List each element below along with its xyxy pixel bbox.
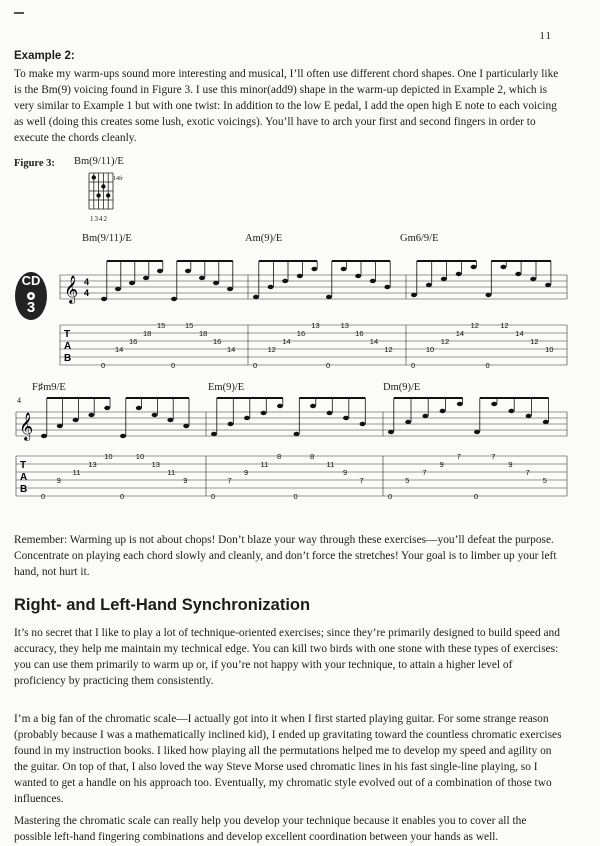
notehead bbox=[115, 287, 121, 291]
notehead bbox=[101, 297, 107, 301]
tab-fret-number: 14 bbox=[115, 345, 124, 354]
figure-label: Figure 3: bbox=[14, 158, 55, 169]
tab-fret-number: 14 bbox=[227, 345, 236, 354]
fret-marker: 14fr bbox=[113, 176, 123, 182]
notehead bbox=[211, 432, 217, 436]
notehead bbox=[441, 277, 447, 281]
tab-fret-number: 7 bbox=[491, 452, 496, 461]
tab-fret-number: 10 bbox=[545, 345, 554, 354]
notation-system-2 bbox=[0, 382, 600, 506]
tab-fret-number: 0 bbox=[293, 492, 298, 501]
section-paragraph-1: It’s no secret that I like to play a lot of technique-oriented exercises; since they’re primarily designed to build speed and accuracy, they help me maintain my technical edge. You can kill two birds with one stone with these types of exercises: you can use them primarily to warm up or, if you’re not happy with your technique, to attain a higher level of proficiency by practicing them consistently. bbox=[14, 627, 560, 687]
tab-fret-number: 13 bbox=[151, 460, 160, 469]
tab-fret-number: 5 bbox=[542, 476, 547, 485]
tab-fret-number: 12 bbox=[470, 321, 479, 330]
tab-fret-number: 11 bbox=[72, 468, 81, 477]
notehead bbox=[171, 297, 177, 301]
remember-paragraph: Remember: Warming up is not about chops! Don’t blaze your way through these exercises—you’ll defeat the purpose. Concentrate on playing each chord slowly and cleanly, and don’t force the stretches! Your goal is to limber up your left hand, not hurt it. bbox=[14, 534, 557, 578]
tab-fret-number: 16 bbox=[129, 337, 138, 346]
notation-system-1 bbox=[0, 245, 600, 375]
tab-fret-number: 10 bbox=[425, 345, 435, 354]
notehead bbox=[384, 285, 390, 289]
notehead bbox=[228, 422, 234, 426]
notehead bbox=[297, 274, 303, 278]
notehead bbox=[411, 293, 417, 297]
notehead bbox=[326, 295, 332, 299]
tab-fret-number: 16 bbox=[355, 329, 364, 338]
chord-label: Em(9)/E bbox=[208, 382, 245, 393]
tab-fret-number: 14 bbox=[369, 337, 379, 346]
cd-label: CD bbox=[21, 273, 41, 288]
notehead bbox=[73, 418, 79, 422]
tab-fret-number: 11 bbox=[326, 460, 335, 469]
figure-chord-name: Bm(9/11)/E bbox=[74, 156, 124, 167]
chord-label: Gm6/9/E bbox=[400, 233, 439, 244]
notehead bbox=[152, 413, 158, 417]
tab-fret-number: 0 bbox=[211, 492, 216, 501]
time-signature-bottom: 4 bbox=[84, 288, 90, 298]
tab-fret-number: 7 bbox=[359, 476, 364, 485]
tab-fret-number: 7 bbox=[422, 468, 427, 477]
tab-fret-number: 9 bbox=[183, 476, 188, 485]
notehead bbox=[261, 411, 267, 415]
section-heading: Right- and Left-Hand Synchronization bbox=[14, 596, 311, 614]
treble-clef: 𝄞 bbox=[64, 276, 79, 303]
notehead bbox=[355, 274, 361, 278]
notehead bbox=[426, 283, 432, 287]
tab-fret-number: 14 bbox=[515, 329, 524, 338]
chord-label: Bm(9/11)/E bbox=[82, 233, 132, 244]
tab-fret-number: 9 bbox=[244, 468, 249, 477]
tab-fret-number: 16 bbox=[296, 329, 306, 338]
cd-track-number: 3 bbox=[26, 299, 36, 316]
example-intro-paragraph: To make my warm-ups sound more interesting and musical, I’ll often use different chord shapes. One I particularly like is the Bm(9) voicing found in Figure 3. I use this minor(add9) shape in the warm-up depicted in Example 2, which is very similar to Example 1 but with one twist: In addition to the low E pedal, I add the open high E note to each voicing as well (doing this creates some lush, exotic voicings). You’ll have to arch your first and second fingers in order to execute the chords cleanly. bbox=[14, 68, 559, 144]
tab-fret-number: 15 bbox=[185, 321, 194, 330]
tab-fret-number: 12 bbox=[530, 337, 539, 346]
chord-label: Dm(9)/E bbox=[383, 382, 421, 393]
chord-label: F♯m9/E bbox=[32, 382, 66, 393]
notehead bbox=[440, 409, 446, 413]
tab-fret-number: 0 bbox=[120, 492, 125, 501]
notehead bbox=[515, 272, 521, 276]
treble-clef: 𝄞 bbox=[19, 413, 34, 440]
notehead bbox=[422, 414, 428, 418]
notehead bbox=[227, 287, 233, 291]
notehead bbox=[120, 434, 126, 438]
notehead bbox=[405, 420, 411, 424]
tab-fret-number: 13 bbox=[340, 321, 349, 330]
tab-letter: B bbox=[20, 484, 28, 495]
tab-letter: A bbox=[20, 472, 28, 483]
notehead bbox=[213, 281, 219, 285]
notehead bbox=[282, 279, 288, 283]
notehead bbox=[294, 432, 300, 436]
tab-letter: T bbox=[20, 460, 27, 471]
notehead bbox=[545, 283, 551, 287]
tab-fret-number: 7 bbox=[525, 468, 530, 477]
notehead bbox=[456, 272, 462, 276]
tab-fret-number: 10 bbox=[135, 452, 145, 461]
section-paragraph-3: Mastering the chromatic scale can really help you develop your technique because it enables you to cover all the possible left-hand fingering combinations and develop excellent coordination between your hands as well. bbox=[14, 815, 527, 843]
notehead bbox=[88, 413, 94, 417]
chord-fingering: 1342 bbox=[90, 215, 108, 223]
tab-fret-number: 15 bbox=[157, 321, 166, 330]
notehead bbox=[129, 281, 135, 285]
tab-fret-number: 5 bbox=[405, 476, 410, 485]
tab-fret-number: 0 bbox=[253, 361, 258, 370]
notehead bbox=[388, 430, 394, 434]
notehead bbox=[244, 416, 250, 420]
notehead bbox=[457, 402, 463, 406]
tab-letter: A bbox=[64, 341, 72, 352]
notehead bbox=[41, 434, 47, 438]
tab-fret-number: 11 bbox=[167, 468, 176, 477]
chord-diagram bbox=[88, 172, 114, 212]
section-paragraph-2: I’m a big fan of the chromatic scale—I actually got into it when I first started playing guitar. For some strange reason (probably because I was a mathematically inclined kid), I ended up gravitating toward the countless chromatic exercises found in my instruction books. I liked how playing all the permutations helped me to develop my speed and agility on the guitar. On top of that, I also loved the way Steve Morse used chromatic lines in his fast single-line playing, so I wanted to get a handle on his approach too. Eventually, my chromatic style evolved out of a combination of those two influences. bbox=[14, 713, 562, 805]
notehead bbox=[508, 409, 514, 413]
tab-fret-number: 0 bbox=[41, 492, 46, 501]
notehead bbox=[310, 404, 316, 408]
page-number: 11 bbox=[539, 30, 552, 42]
notehead bbox=[167, 418, 173, 422]
tab-fret-number: 0 bbox=[411, 361, 416, 370]
notehead bbox=[500, 265, 506, 269]
tab-fret-number: 18 bbox=[143, 329, 152, 338]
tab-fret-number: 0 bbox=[485, 361, 490, 370]
tab-fret-number: 14 bbox=[282, 337, 291, 346]
tab-letter: B bbox=[64, 353, 72, 364]
notehead bbox=[311, 267, 317, 271]
notehead bbox=[183, 424, 189, 428]
page-corner-mark bbox=[14, 12, 24, 14]
notehead bbox=[199, 276, 205, 280]
notehead bbox=[277, 404, 283, 408]
notehead bbox=[491, 402, 497, 406]
tab-fret-number: 0 bbox=[101, 361, 106, 370]
tab-fret-number: 11 bbox=[260, 460, 269, 469]
tab-fret-number: 12 bbox=[267, 345, 276, 354]
notehead bbox=[185, 269, 191, 273]
notehead bbox=[157, 269, 163, 273]
measure-number: 4 bbox=[17, 396, 21, 405]
notehead bbox=[530, 277, 536, 281]
notehead bbox=[543, 420, 549, 424]
notehead bbox=[253, 295, 259, 299]
notehead bbox=[136, 406, 142, 410]
tab-fret-number: 8 bbox=[277, 452, 282, 461]
notehead bbox=[474, 430, 480, 434]
tab-fret-number: 7 bbox=[227, 476, 232, 485]
tab-fret-number: 9 bbox=[508, 460, 513, 469]
chord-label: Am(9)/E bbox=[245, 233, 283, 244]
tab-fret-number: 12 bbox=[384, 345, 393, 354]
tab-fret-number: 18 bbox=[199, 329, 208, 338]
tab-fret-number: 13 bbox=[311, 321, 320, 330]
notehead bbox=[143, 276, 149, 280]
notehead bbox=[360, 422, 366, 426]
tab-fret-number: 0 bbox=[474, 492, 479, 501]
tab-letter: T bbox=[64, 329, 71, 340]
notehead bbox=[526, 414, 532, 418]
notehead bbox=[268, 285, 274, 289]
tab-fret-number: 0 bbox=[326, 361, 331, 370]
example-title: Example 2: bbox=[14, 50, 75, 62]
notehead bbox=[486, 293, 492, 297]
notehead bbox=[327, 411, 333, 415]
tab-fret-number: 14 bbox=[455, 329, 465, 338]
tab-fret-number: 7 bbox=[456, 452, 461, 461]
notehead bbox=[370, 279, 376, 283]
notehead bbox=[341, 267, 347, 271]
tab-fret-number: 9 bbox=[56, 476, 61, 485]
tab-fret-number: 9 bbox=[343, 468, 348, 477]
notehead bbox=[471, 265, 477, 269]
tab-fret-number: 0 bbox=[171, 361, 176, 370]
tab-fret-number: 10 bbox=[104, 452, 113, 461]
notehead bbox=[343, 416, 349, 420]
notehead bbox=[104, 406, 110, 410]
tab-fret-number: 12 bbox=[500, 321, 509, 330]
tab-fret-number: 8 bbox=[310, 452, 315, 461]
tab-fret-number: 12 bbox=[440, 337, 450, 346]
time-signature-top: 4 bbox=[84, 277, 90, 287]
tab-fret-number: 16 bbox=[213, 337, 222, 346]
notehead bbox=[57, 424, 63, 428]
tab-fret-number: 0 bbox=[388, 492, 393, 501]
tab-fret-number: 13 bbox=[88, 460, 97, 469]
tab-fret-number: 9 bbox=[439, 460, 444, 469]
